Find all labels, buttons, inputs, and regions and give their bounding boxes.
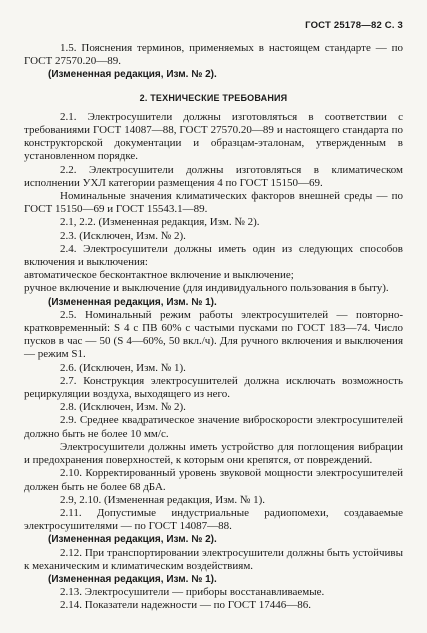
paragraph-2-10: 2.10. Корректированный уровень звуковой мощности электросушителей должен быть не более 68 дБА. bbox=[24, 467, 403, 493]
paragraph-2-9: 2.9. Среднее квадратическое значение виброскорости электросушителей должно быть не более 10 мм/с. bbox=[24, 414, 403, 440]
revision-note: 2.1, 2.2. (Измененная редакция, Изм. № 2). bbox=[60, 216, 260, 229]
paragraph-climate-factors: Номинальные значения климатических факторов внешней среды — по ГОСТ 15150—69 и ГОСТ 15543.1—89. bbox=[24, 190, 403, 216]
paragraph-2-2: 2.2. Электросушители должны изготовляться в климатическом исполнении УХЛ категории размещения 4 по ГОСТ 15150—69. bbox=[24, 163, 403, 189]
paragraph-1-5: 1.5. Пояснения терминов, применяемых в настоящем стандарте — по ГОСТ 27570.20—89. bbox=[24, 42, 403, 68]
paragraph-2-14: 2.14. Показатели надежности — по ГОСТ 17446—86. bbox=[60, 599, 311, 612]
paragraph-2-4: 2.4. Электросушители должны иметь один из следующих способов включения и выключения: bbox=[24, 242, 403, 269]
revision-note: 2.9, 2.10. (Измененная редакция, Изм. № 1). bbox=[60, 493, 266, 506]
list-item-automatic: автоматическое бесконтактное включение и выключение; bbox=[24, 269, 294, 282]
list-item-manual: ручное включение и выключение (для индивидуального пользования в быту). bbox=[24, 282, 389, 295]
revision-note: (Измененная редакция, Изм. № 2). bbox=[48, 534, 217, 546]
paragraph-2-6: 2.6. (Исключен, Изм. № 1). bbox=[60, 361, 186, 374]
paragraph-2-7: 2.7. Конструкция электросушителей должна исключать возможность рециркуляции воздуха, выходящего из него. bbox=[24, 374, 403, 401]
document-body bbox=[24, 42, 403, 613]
paragraph-2-13: 2.13. Электросушители — приборы восстанавливаемые. bbox=[60, 586, 325, 599]
paragraph-2-8: 2.8. (Исключен, Изм. № 2). bbox=[60, 401, 186, 414]
paragraph-vibration-device: Электросушители должны иметь устройство для поглощения вибрации и предохранения поверхностей, к которым они крепятся, от повреждений. bbox=[24, 440, 403, 467]
paragraph-2-1: 2.1. Электросушители должны изготовляться в соответствии с требованиями ГОСТ 14087—88, ГОСТ 27570.20—89 и настоящего стандарта по конструкторской документации и образцам-эталонам, утвержденным в установленном порядке. bbox=[24, 110, 403, 163]
revision-note: (Измененная редакция, Изм. № 2). bbox=[48, 69, 217, 81]
paragraph-2-12: 2.12. При транспортировании электросушители должны быть устойчивы к механическим и климатическим воздействиям. bbox=[24, 546, 403, 572]
revision-note: (Измененная редакция, Изм. № 1). bbox=[48, 573, 217, 585]
paragraph-2-5: 2.5. Номинальный режим работы электросушителей — повторно-кратковременный: S 4 с ПВ 60% с частыми пусками по ГОСТ 183—74. Число пусков в час — 50 (S 4—60%, 50 вкл./ч). Для ручного включения и выключения — режим S1. bbox=[24, 308, 403, 361]
page-header: ГОСТ 25178—82 С. 3 bbox=[305, 20, 403, 31]
paragraph-2-3: 2.3. (Исключен, Изм. № 2). bbox=[60, 229, 186, 242]
paragraph-2-11: 2.11. Допустимые индустриальные радиопомехи, создаваемые электросушителями — по ГОСТ 14087—88. bbox=[24, 506, 403, 533]
revision-note: (Измененная редакция, Изм. № 1). bbox=[48, 296, 217, 308]
section-title: 2. ТЕХНИЧЕСКИЕ ТРЕБОВАНИЯ bbox=[139, 92, 288, 103]
